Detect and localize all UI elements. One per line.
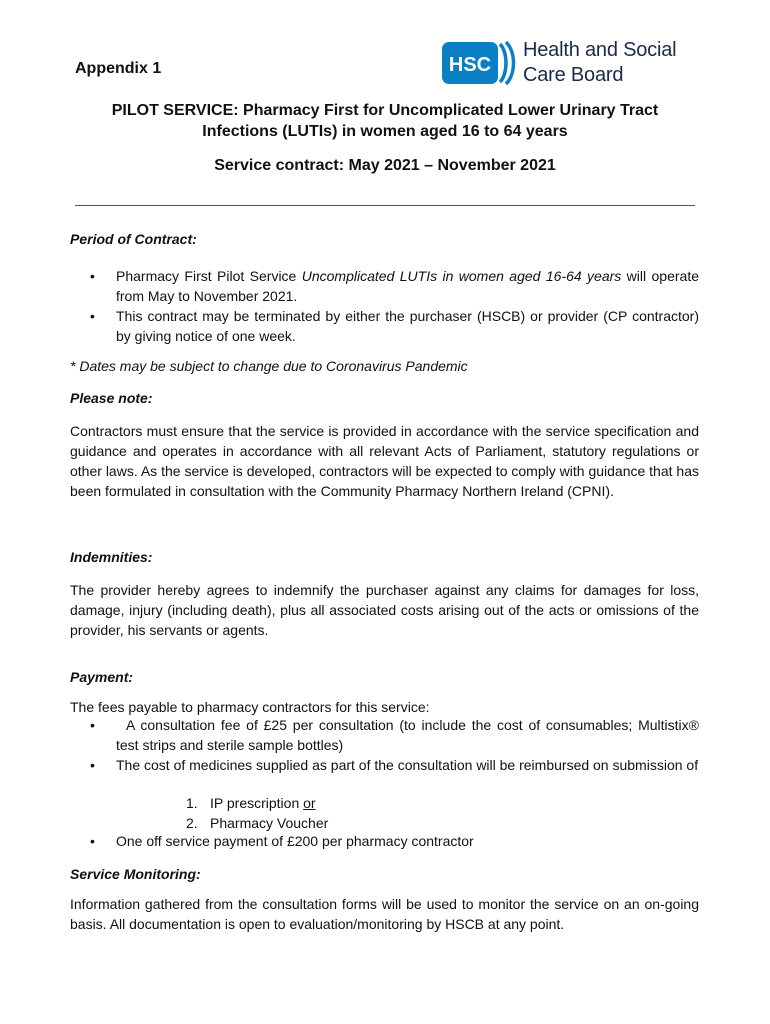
list-item	[70, 831, 699, 851]
list-item	[70, 793, 699, 813]
list-number: 1.	[186, 795, 198, 811]
bullet-text: This contract may be terminated by either the purchaser (HSCB) or provider (CP contractor) by giving notice of one week.	[116, 308, 699, 344]
appendix-label: Appendix 1	[75, 60, 162, 77]
list-number: 2.	[186, 815, 198, 831]
payment-list	[70, 715, 699, 775]
bullet-text: A consultation fee of £25 per consultation (to include the cost of consumables; Multistix® test strips and sterile sample bottles)	[116, 717, 699, 753]
underlined-or: or	[303, 795, 316, 811]
please-note-body: Contractors must ensure that the service is provided in accordance with the service specification and guidance and operates in accordance with all relevant Acts of Parliament, statutory regulations or other laws. As the service is developed, contractors will be expected to comply with guidance that has been formulated in consultation with the Community Pharmacy Northern Ireland (CPNI).	[70, 423, 699, 499]
service-contract-dates: Service contract: May 2021 – November 2021	[214, 157, 556, 174]
submission-options-list	[70, 793, 699, 833]
indemnities-heading: Indemnities:	[70, 549, 153, 565]
logo-mark-text: HSC	[448, 54, 492, 76]
sub-item-text: Pharmacy Voucher	[210, 815, 329, 831]
period-of-contract-heading: Period of Contract:	[70, 231, 197, 247]
bullet-italic-text: Uncomplicated LUTIs in women aged 16-64 years	[301, 268, 622, 284]
list-item	[70, 266, 699, 306]
divider	[75, 205, 695, 206]
logo-line-2: Care Board	[523, 64, 624, 86]
document-title	[40, 100, 730, 142]
title-line-2: Infections (LUTIs) in women aged 16 to 64 years	[202, 123, 568, 140]
title-line-1: PILOT SERVICE: Pharmacy First for Uncomplicated Lower Urinary Tract	[111, 102, 659, 119]
bullet-text: Pharmacy First Pilot Service	[116, 268, 302, 284]
service-monitoring-body: Information gathered from the consultation forms will be used to monitor the service on an on-going basis. All documentation is open to evaluation/monitoring by HSCB at any point.	[70, 896, 699, 932]
indemnities-body: The provider hereby agrees to indemnify the purchaser against any claims for damages for loss, damage, injury (including death), plus all associated costs arising out of the acts or omissions of the provider, his servants or agents.	[70, 582, 699, 638]
payment-heading: Payment:	[70, 669, 134, 685]
period-of-contract-list	[70, 266, 699, 346]
logo-line-1: Health and Social	[523, 39, 677, 61]
payment-list-continued	[70, 831, 699, 851]
sub-item-text: IP prescription	[210, 795, 304, 811]
list-item	[70, 813, 699, 833]
list-item	[70, 306, 699, 346]
payment-intro: The fees payable to pharmacy contractors for this service:	[70, 699, 430, 715]
dates-note: * Dates may be subject to change due to Coronavirus Pandemic	[70, 358, 468, 374]
please-note-heading: Please note:	[70, 390, 153, 406]
bullet-text-tail: will operate from May to November 2021.	[116, 268, 699, 304]
list-item	[70, 715, 699, 755]
bullet-text: One off service payment of £200 per pharmacy contractor	[116, 833, 474, 849]
list-item	[70, 755, 699, 775]
hsc-logo-mark	[442, 40, 516, 86]
hscb-logo	[442, 38, 712, 88]
bullet-text: The cost of medicines supplied as part of the consultation will be reimbursed on submission of	[116, 757, 699, 773]
service-monitoring-heading: Service Monitoring:	[70, 866, 201, 882]
